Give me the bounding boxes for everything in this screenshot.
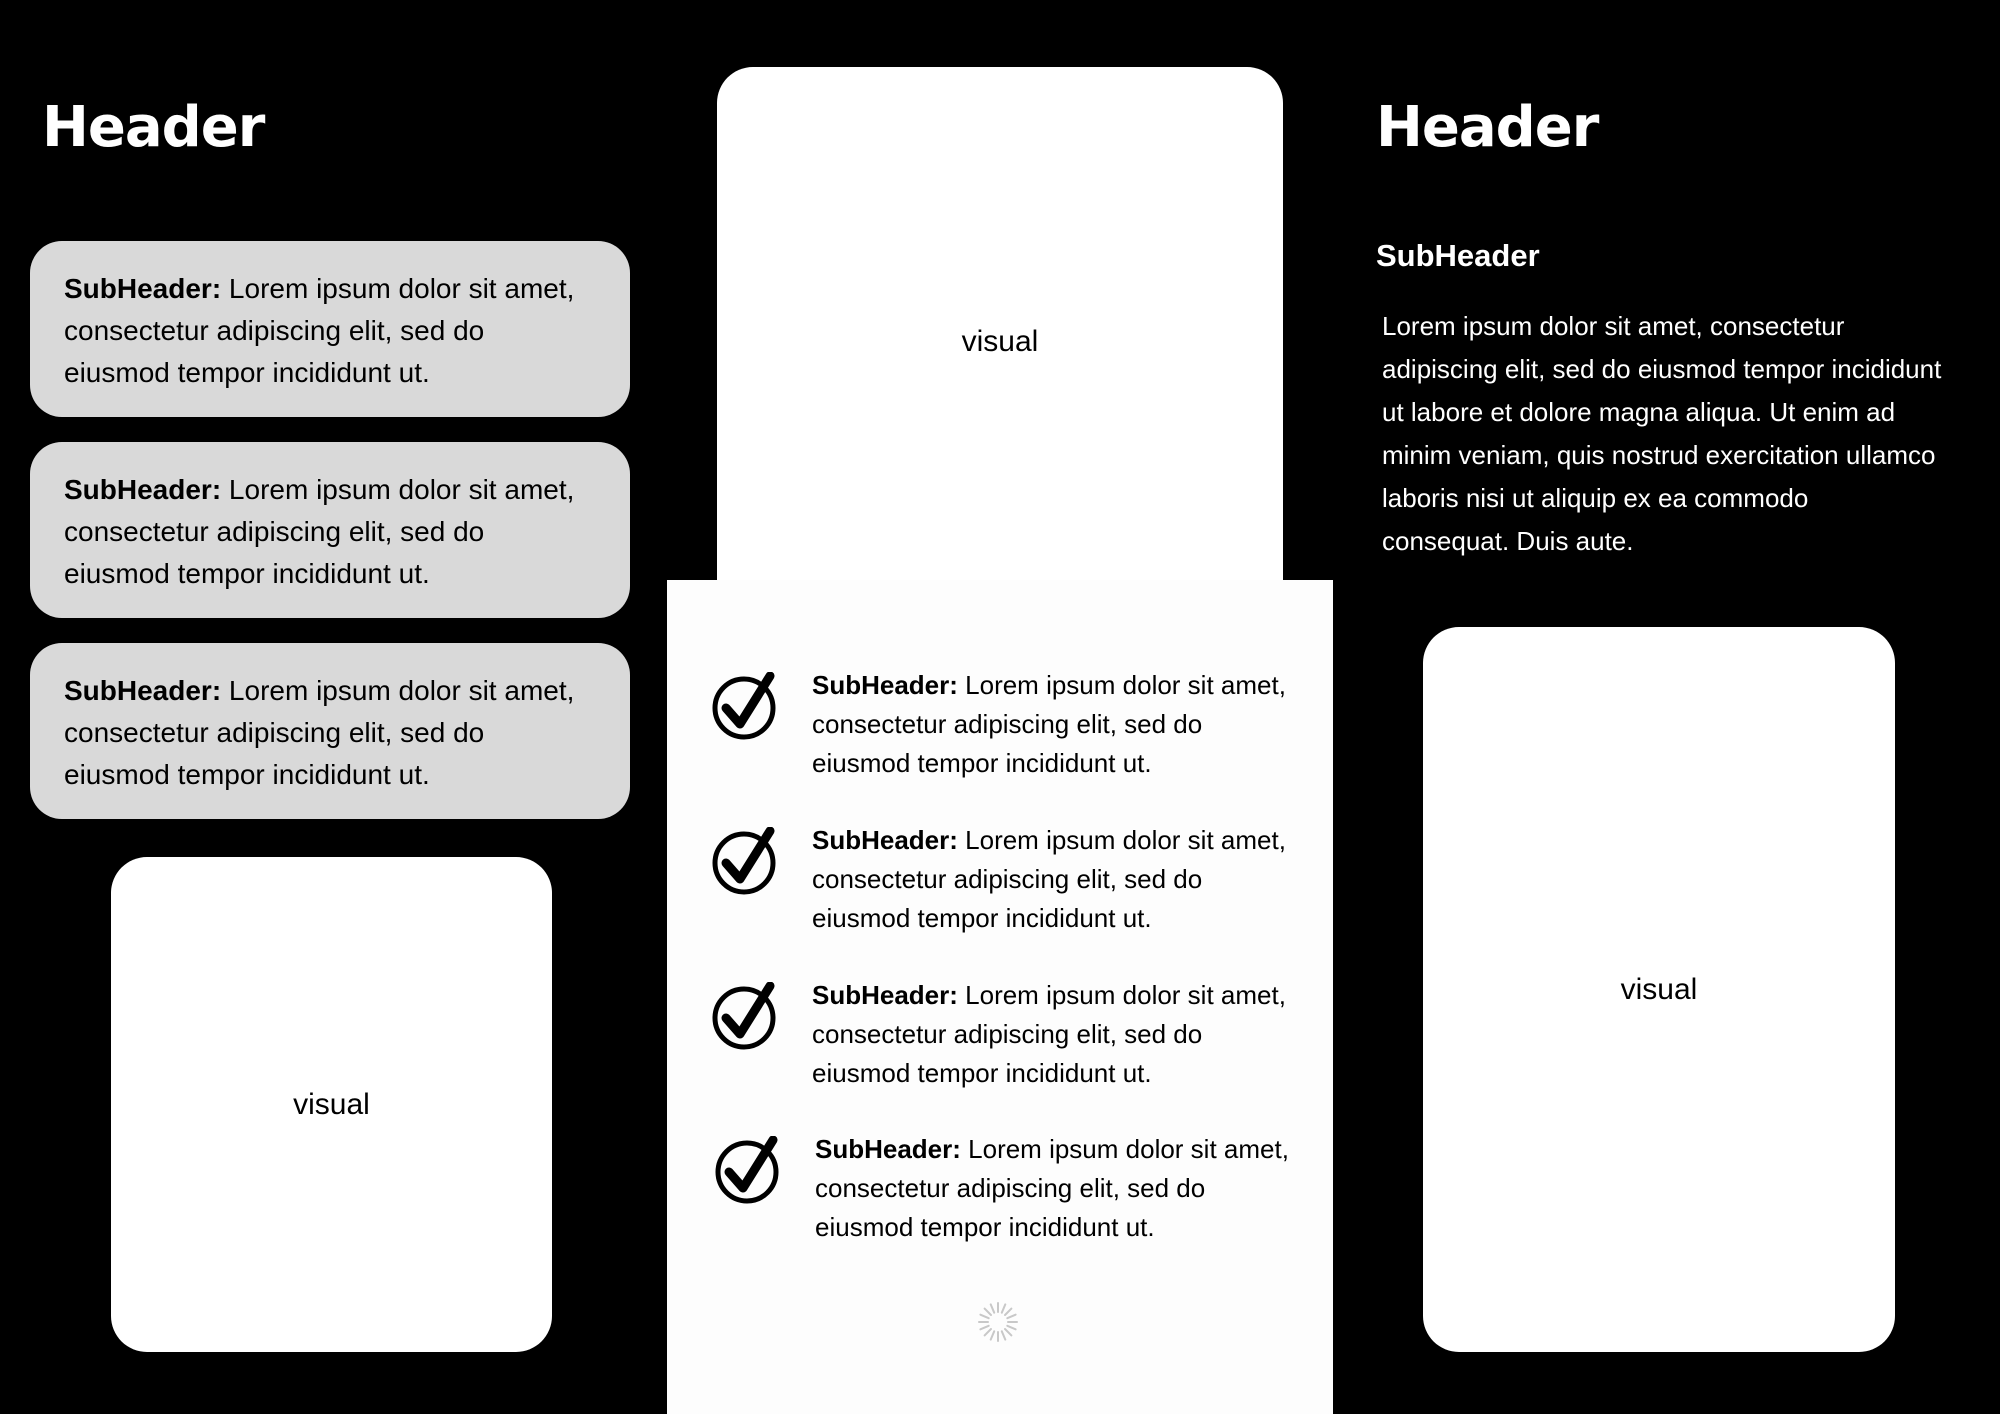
visual-label: visual	[1620, 972, 1698, 1006]
left-visual-placeholder	[111, 857, 552, 1352]
checklist-subheader: SubHeader:	[812, 670, 958, 700]
right-subheader: SubHeader	[1376, 238, 1540, 273]
right-header: Header	[1376, 95, 1599, 160]
checklist-item-2	[712, 821, 1312, 941]
checklist-subheader: SubHeader:	[812, 980, 958, 1010]
checklist-body: Lorem ipsum dolor sit amet, consectetur adipiscing elit, sed do eiusmod tempor incididunt ut.	[815, 1134, 1289, 1242]
checklist-body: Lorem ipsum dolor sit amet, consectetur adipiscing elit, sed do eiusmod tempor incididunt ut.	[812, 825, 1286, 933]
checkmark-circle-icon	[712, 672, 780, 740]
center-visual-placeholder	[717, 67, 1283, 627]
checklist-body: Lorem ipsum dolor sit amet, consectetur adipiscing elit, sed do eiusmod tempor incididunt ut.	[812, 980, 1286, 1088]
card-subheader: SubHeader:	[64, 675, 222, 706]
checklist-subheader: SubHeader:	[815, 1134, 961, 1164]
checkmark-circle-icon	[715, 1136, 783, 1204]
checklist-body: Lorem ipsum dolor sit amet, consectetur adipiscing elit, sed do eiusmod tempor incididunt ut.	[812, 670, 1286, 778]
card-text: Lorem ipsum dolor sit amet, consectetur adipiscing elit, sed do eiusmod tempor incididunt ut.	[64, 675, 575, 790]
loading-spinner-icon	[976, 1300, 1020, 1344]
visual-label: visual	[961, 325, 1039, 358]
card-subheader: SubHeader:	[64, 273, 222, 304]
left-card-3	[30, 643, 630, 819]
checklist-item-1	[712, 666, 1312, 786]
checklist-text	[815, 1130, 1305, 1247]
checklist-text	[812, 666, 1302, 783]
left-card-1	[30, 241, 630, 417]
visual-label: visual	[293, 1087, 370, 1121]
left-header: Header	[42, 95, 265, 160]
card-subheader: SubHeader:	[64, 474, 222, 505]
card-text: Lorem ipsum dolor sit amet, consectetur adipiscing elit, sed do eiusmod tempor incididunt ut.	[64, 474, 575, 589]
checkmark-circle-icon	[712, 982, 780, 1050]
checklist-subheader: SubHeader:	[812, 825, 958, 855]
checklist-item-3	[712, 976, 1312, 1096]
checklist-text	[812, 821, 1302, 938]
card-text: Lorem ipsum dolor sit amet, consectetur adipiscing elit, sed do eiusmod tempor incididunt ut.	[64, 273, 575, 388]
left-card-2	[30, 442, 630, 618]
checklist-text	[812, 976, 1302, 1093]
checklist-item-4	[715, 1130, 1315, 1250]
center-checklist-panel	[667, 580, 1333, 1414]
right-paragraph: Lorem ipsum dolor sit amet, consectetur adipiscing elit, sed do eiusmod tempor incididunt ut labore et dolore magna aliqua. Ut enim ad minim veniam, quis nostrud exercitation ullamco laboris nisi ut aliquip ex ea commodo consequat. Duis aute.	[1382, 311, 1942, 556]
right-visual-placeholder	[1423, 627, 1895, 1352]
checkmark-circle-icon	[712, 827, 780, 895]
